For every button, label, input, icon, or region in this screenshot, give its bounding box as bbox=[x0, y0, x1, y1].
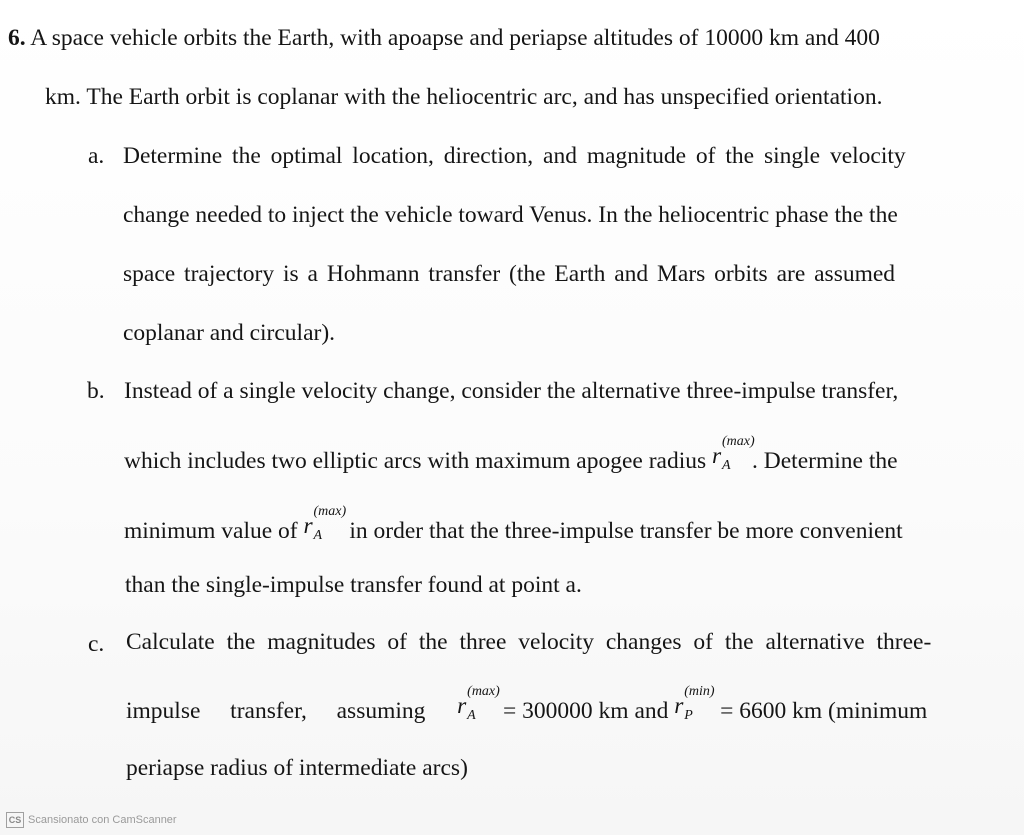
part-c-text-2-mid: = 300000 km and bbox=[503, 698, 669, 724]
part-c-word-assuming: assuming bbox=[336, 698, 426, 724]
part-a-line-2: change needed to inject the vehicle toward Venus. In the heliocentric phase the the bbox=[123, 202, 898, 228]
part-a-text-1: Determine the optimal location, direction, and magnitude of the single velocity bbox=[123, 143, 906, 169]
r-p-min-symbol: r (min) P bbox=[674, 684, 715, 723]
r-a-max-symbol-3: r (max) A bbox=[457, 684, 500, 723]
part-a-label: a. bbox=[88, 143, 105, 169]
part-b-text-2a: which includes two elliptic arcs with maximum apogee radius bbox=[124, 448, 707, 474]
part-c-line-3: periapse radius of intermediate arcs) bbox=[126, 755, 468, 781]
part-a-line-4: coplanar and circular). bbox=[123, 320, 336, 346]
problem-number: 6. bbox=[8, 25, 26, 51]
part-b-line-2 bbox=[124, 434, 898, 475]
part-c-line-1: Calculate the magnitudes of the three velocity changes of the alternative three- bbox=[126, 629, 932, 655]
camscanner-logo-icon: CS bbox=[6, 812, 24, 828]
part-c-text-2-post: = 6600 km (minimum bbox=[720, 698, 928, 724]
part-c-word-impulse: impulse bbox=[126, 698, 201, 724]
part-b-text-3b: in order that the three-impulse transfer be more convenient bbox=[349, 518, 903, 544]
r-a-max-symbol-2: r (max) A bbox=[303, 504, 347, 543]
part-a-line-3: space trajectory is a Hohmann transfer (the Earth and Mars orbits are assumed bbox=[123, 261, 896, 287]
problem-line-1 bbox=[8, 24, 880, 52]
part-c-line-2 bbox=[126, 684, 928, 725]
part-b-line-4: than the single-impulse transfer found at point a. bbox=[125, 572, 582, 598]
part-b-line-1: Instead of a single velocity change, consider the alternative three-impulse transfer, bbox=[124, 378, 899, 404]
part-b-text-3a: minimum value of bbox=[124, 518, 298, 544]
part-b-text-2b: . Determine the bbox=[752, 448, 898, 474]
problem-line-2: km. The Earth orbit is coplanar with the heliocentric arc, and has unspecified orientation. bbox=[45, 84, 883, 110]
part-b-line-3 bbox=[124, 504, 903, 545]
camscanner-watermark bbox=[6, 812, 177, 828]
r-a-max-symbol: r (max) A bbox=[712, 434, 755, 473]
part-c-word-transfer: transfer, bbox=[230, 698, 307, 724]
part-c-label: c. bbox=[88, 631, 105, 657]
part-a-line-1 bbox=[123, 142, 979, 170]
part-b-label: b. bbox=[87, 378, 105, 404]
camscanner-text: Scansionato con CamScanner bbox=[28, 814, 177, 826]
problem-text-1: A space vehicle orbits the Earth, with apoapse and periapse altitudes of 10000 km and 400 bbox=[30, 25, 880, 51]
